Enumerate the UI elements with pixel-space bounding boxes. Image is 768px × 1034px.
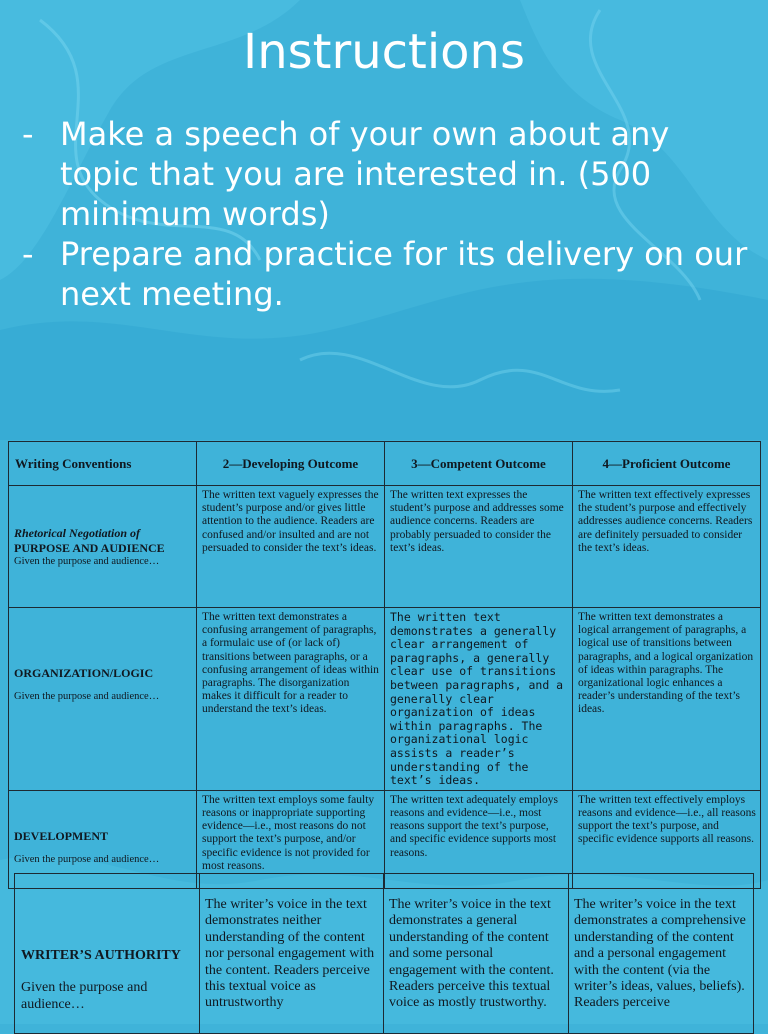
column-header: 3—Competent Outcome: [385, 442, 573, 486]
row-label: [9, 486, 197, 608]
row-label-title: PURPOSE AND AUDIENCE: [14, 541, 165, 555]
instruction-item: [22, 234, 752, 314]
row-label-title: ORGANIZATION/LOGIC: [14, 666, 154, 680]
rubric-cell: The written text demonstrates a generally clear arrangement of paragraphs, a generally clear use of transitions between paragraphs, and a generally clear organization of ideas within paragraphs. The organizational logic assists a reader’s understanding of the text’s ideas.: [385, 608, 573, 791]
rubric-row: [9, 486, 761, 608]
row-label: [9, 608, 197, 791]
column-header: 4—Proficient Outcome: [573, 442, 761, 486]
slide-title: Instructions: [243, 24, 525, 80]
instruction-list: [22, 114, 752, 314]
rubric-table-continued: [14, 873, 754, 1034]
rubric-cell: The written text adequately employs reasons and evidence—i.e., most reasons support the text’s purpose, and specific evidence supports most reasons.: [385, 790, 573, 888]
instructions-slide: [0, 0, 768, 440]
row-label: [15, 874, 200, 1034]
rubric-cell: The written text effectively employs reasons and evidence—i.e., all reasons support the text’s purpose, and specific evidence supports all reasons.: [573, 790, 761, 888]
rubric-cell: The written text demonstrates a confusing arrangement of paragraphs, a formulaic use of (or lack of) transitions between paragraphs, or a confusing arrangement of ideas within paragraphs. The disorganization makes it difficult for a reader to understand the text’s ideas.: [197, 608, 385, 791]
rubric-cell: The written text expresses the student’s purpose and addresses some audience concerns. Readers are probably persuaded to consider the text’s ideas.: [385, 486, 573, 608]
rubric-table: [8, 441, 761, 889]
bullet-dash: -: [22, 115, 34, 153]
row-label-title: WRITER’S AUTHORITY: [21, 948, 181, 963]
rubric-row: [15, 874, 754, 1034]
instruction-text: Make a speech of your own about any topic that you are interested in. (500 minimum words): [60, 115, 670, 233]
row-label-sub: Given the purpose and audience…: [14, 556, 160, 567]
rubric-cell: The writer’s voice in the text demonstrates a comprehensive understanding of the content and a personal engagement with the content (via the writer’s ideas, values, beliefs). Readers perceive: [569, 874, 754, 1034]
rubric-header-row: [9, 442, 761, 486]
rubric-cell: The writer’s voice in the text demonstrates neither understanding of the content nor personal engagement with the content. Readers perceive this textual voice as untrustworthy: [200, 874, 384, 1034]
rubric-row: [9, 608, 761, 791]
row-label-title: DEVELOPMENT: [14, 828, 109, 843]
bullet-dash: -: [22, 235, 34, 273]
rubric-cell: The writer’s voice in the text demonstrates a general understanding of the content and some personal engagement with the content. Readers perceive this textual voice as mostly trustworthy.: [384, 874, 569, 1034]
rubric-cell: The written text effectively expresses the student’s purpose and effectively addresses audience concerns. Readers are definitely persuaded to consider the text’s ideas.: [573, 486, 761, 608]
instruction-text: Prepare and practice for its delivery on our next meeting.: [60, 235, 748, 313]
column-header: 2—Developing Outcome: [197, 442, 385, 486]
row-label-sub: Given the purpose and audience…: [14, 853, 160, 865]
row-label-sub: Given the purpose and audience…: [14, 691, 160, 702]
column-header: Writing Conventions: [9, 442, 197, 486]
row-label-sub: Given the purpose and audience…: [21, 980, 148, 1012]
row-label-prefix: Rhetorical Negotiation of: [14, 526, 140, 540]
rubric-cell: The written text demonstrates a logical arrangement of paragraphs, a logical use of transitions between paragraphs, and a logical organization of ideas within paragraphs. The organizational logic enhances a reader’s understanding of the text’s ideas.: [573, 608, 761, 791]
rubric-cell: The written text employs some faulty reasons or inappropriate supporting evidence—i.e., most reasons do not support the text’s purpose, and/or specific evidence is not provided for most reasons.: [197, 790, 385, 888]
rubric-cell: The written text vaguely expresses the student’s purpose and/or gives little attention to the audience. Readers are confused and/or insulted and are not persuaded to consider the text’s ideas.: [197, 486, 385, 608]
instruction-item: [22, 114, 752, 234]
